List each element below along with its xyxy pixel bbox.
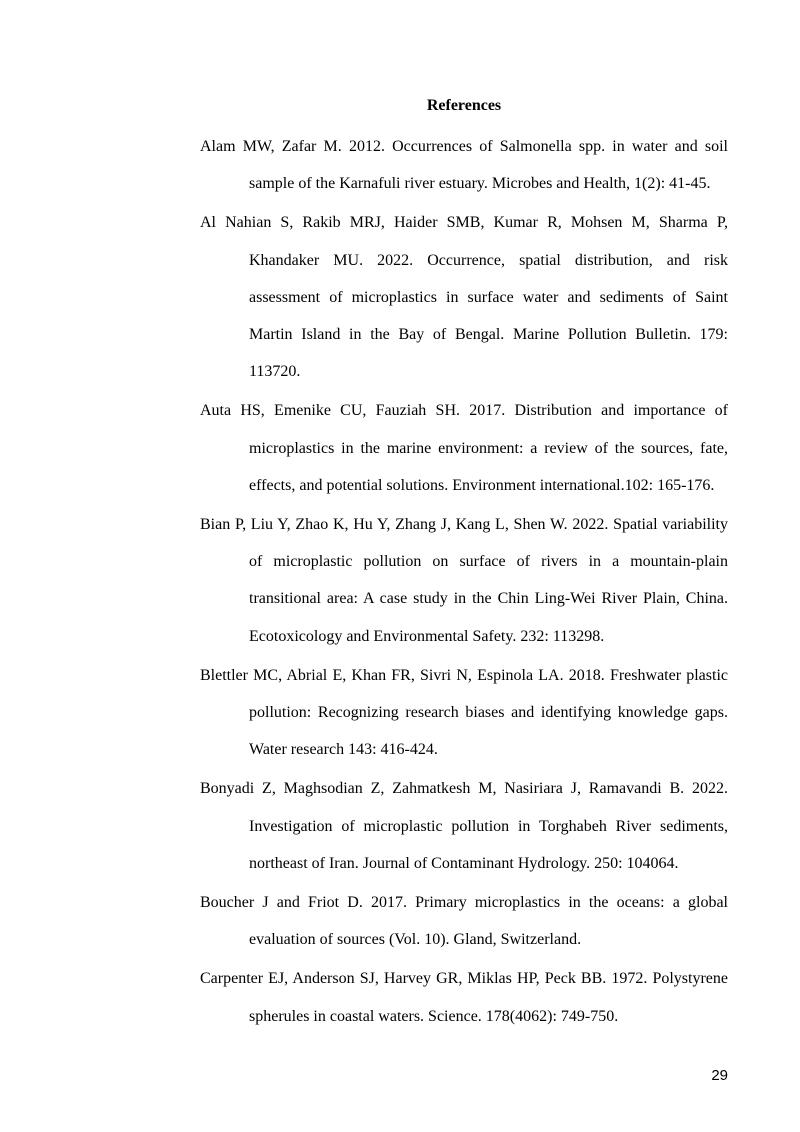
reference-entry: Boucher J and Friot D. 2017. Primary microplastics in the oceans: a global evaluation of sources (Vol. 10). Gland, Switzerland. <box>200 894 728 949</box>
page-number: 29 <box>711 1067 728 1084</box>
reference-entry: Auta HS, Emenike CU, Fauziah SH. 2017. Distribution and importance of microplastics in the marine environment: a review of the sources, fate, effects, and potential solutions. Environment international.102: 165-176. <box>200 402 728 494</box>
reference-entry: Al Nahian S, Rakib MRJ, Haider SMB, Kumar R, Mohsen M, Sharma P, Khandaker MU. 2022. Occurrence, spatial distribution, and risk assessment of microplastics in surface water and sediments of Saint Martin Island in the Bay of Bengal. Marine Pollution Bulletin. 179: 113720. <box>200 214 728 381</box>
references-heading: References <box>426 97 502 114</box>
reference-entry: Bian P, Liu Y, Zhao K, Hu Y, Zhang J, Kang L, Shen W. 2022. Spatial variability of microplastic pollution on surface of rivers in a mountain-plain transitional area: A case study in the Chin Ling-Wei River Plain, China. Ecotoxicology and Environmental Safety. 232: 113298. <box>200 516 728 645</box>
reference-entry: Alam MW, Zafar M. 2012. Occurrences of Salmonella spp. in water and soil sample of the Karnafuli river estuary. Microbes and Health, 1(2): 41-45. <box>200 138 728 193</box>
reference-entry: Blettler MC, Abrial E, Khan FR, Sivri N, Espinola LA. 2018. Freshwater plastic pollution: Recognizing research biases and identifying knowledge gaps. Water research 143: 416-424. <box>200 666 728 759</box>
reference-list <box>200 128 728 1037</box>
reference-entry: Bonyadi Z, Maghsodian Z, Zahmatkesh M, Nasiriara J, Ramavandi B. 2022. Investigation of microplastic pollution in Torghabeh River sediments, northeast of Iran. Journal of Contaminant Hydrology. 250: 104064. <box>200 780 728 872</box>
reference-entry: Carpenter EJ, Anderson SJ, Harvey GR, Miklas HP, Peck BB. 1972. Polystyrene spherules in coastal waters. Science. 178(4062): 749-750. <box>200 970 728 1025</box>
